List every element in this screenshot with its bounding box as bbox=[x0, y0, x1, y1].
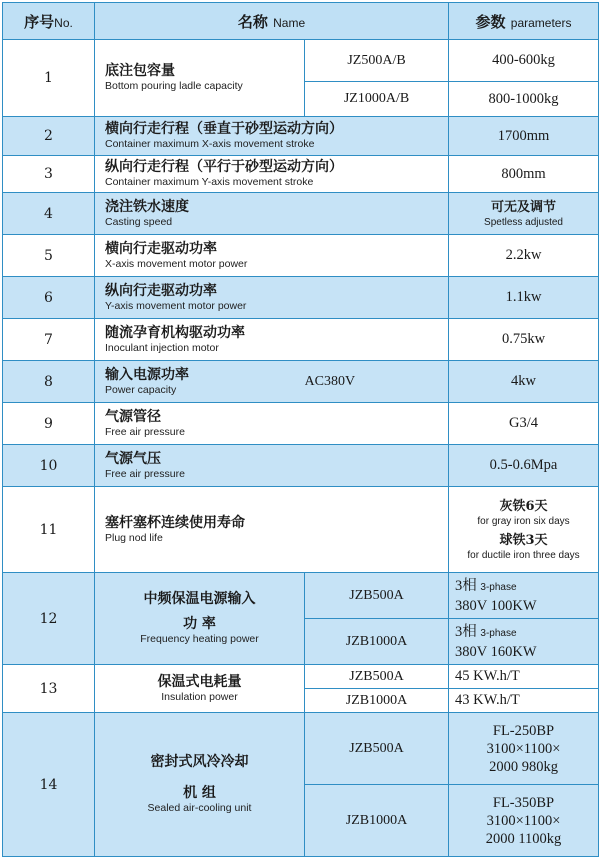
row-number: 11 bbox=[3, 487, 95, 573]
item-name: 纵向行走驱动功率 Y-axis movement motor power bbox=[95, 277, 449, 319]
parameter-value: 灰铁6天 for gray iron six days 球铁3天 for ductile iron three days bbox=[449, 487, 599, 573]
parameter-value: 43 KW.h/T bbox=[449, 689, 599, 713]
parameter-value: 0.5-0.6Mpa bbox=[449, 445, 599, 487]
parameter-value: 3相 3-phase 380V 160KW bbox=[449, 619, 599, 665]
model: JZ500A/B bbox=[305, 40, 449, 82]
row-number: 2 bbox=[3, 117, 95, 156]
table-row bbox=[3, 193, 599, 235]
row-number: 3 bbox=[3, 156, 95, 193]
table-row bbox=[3, 319, 599, 361]
parameter-value: 0.75kw bbox=[449, 319, 599, 361]
parameter-value: FL-350BP 3100×1100× 2000 1100kg bbox=[449, 785, 599, 857]
table-row bbox=[3, 40, 599, 82]
parameter-value: 400-600kg bbox=[449, 40, 599, 82]
table-row bbox=[3, 403, 599, 445]
header-parameters: 参数 parameters bbox=[449, 3, 599, 40]
table-row bbox=[3, 573, 599, 619]
row-number: 4 bbox=[3, 193, 95, 235]
parameter-value: 1.1kw bbox=[449, 277, 599, 319]
row-number: 12 bbox=[3, 573, 95, 665]
table-row bbox=[3, 713, 599, 785]
model: JZB1000A bbox=[305, 785, 449, 857]
row-number: 9 bbox=[3, 403, 95, 445]
table-row bbox=[3, 235, 599, 277]
parameter-value: G3/4 bbox=[449, 403, 599, 445]
parameter-value: 800mm bbox=[449, 156, 599, 193]
parameter-value: 800-1000kg bbox=[449, 82, 599, 117]
row-number: 8 bbox=[3, 361, 95, 403]
table-row bbox=[3, 445, 599, 487]
header-name: 名称 Name bbox=[95, 3, 449, 40]
parameter-value: 4kw bbox=[449, 361, 599, 403]
parameter-value: 1700mm bbox=[449, 117, 599, 156]
table-row bbox=[3, 156, 599, 193]
item-name: 纵向行走行程（平行于砂型运动方向） Container maximum Y-axis movement stroke bbox=[95, 156, 449, 193]
row-number: 6 bbox=[3, 277, 95, 319]
item-name: 横向行走行程（垂直于砂型运动方向） Container maximum X-axis movement stroke bbox=[95, 117, 449, 156]
model: AC380V bbox=[305, 361, 449, 403]
item-name: 浇注铁水速度 Casting speed bbox=[95, 193, 449, 235]
item-name: 气源气压 Free air pressure bbox=[95, 445, 449, 487]
row-number: 7 bbox=[3, 319, 95, 361]
item-name: 密封式风冷冷却 机 组 Sealed air-cooling unit bbox=[95, 713, 305, 857]
table-row bbox=[3, 487, 599, 573]
spec-table bbox=[2, 2, 599, 857]
model: JZB1000A bbox=[305, 689, 449, 713]
row-number: 1 bbox=[3, 40, 95, 117]
item-name: 气源管径 Free air pressure bbox=[95, 403, 449, 445]
parameter-value: 45 KW.h/T bbox=[449, 665, 599, 689]
item-name: 输入电源功率 Power capacity bbox=[95, 361, 305, 403]
table-row bbox=[3, 277, 599, 319]
parameter-value: FL-250BP 3100×1100× 2000 980kg bbox=[449, 713, 599, 785]
model: JZB500A bbox=[305, 665, 449, 689]
item-name: 随流孕育机构驱动功率 Inoculant injection motor bbox=[95, 319, 449, 361]
header-row bbox=[3, 3, 599, 40]
item-name: 中频保温电源输入 功 率 Frequency heating power bbox=[95, 573, 305, 665]
parameter-value: 2.2kw bbox=[449, 235, 599, 277]
parameter-value: 可无及调节 Spetless adjusted bbox=[449, 193, 599, 235]
row-number: 14 bbox=[3, 713, 95, 857]
item-name: 底注包容量 Bottom pouring ladle capacity bbox=[95, 40, 305, 117]
model: JZ1000A/B bbox=[305, 82, 449, 117]
row-number: 5 bbox=[3, 235, 95, 277]
item-name: 塞杆塞杯连续使用寿命 Plug nod life bbox=[95, 487, 449, 573]
model: JZB500A bbox=[305, 713, 449, 785]
item-name: 横向行走驱动功率 X-axis movement motor power bbox=[95, 235, 449, 277]
table-row bbox=[3, 117, 599, 156]
table-row bbox=[3, 665, 599, 689]
row-number: 13 bbox=[3, 665, 95, 713]
header-no: 序号No. bbox=[3, 3, 95, 40]
model: JZB500A bbox=[305, 573, 449, 619]
model: JZB1000A bbox=[305, 619, 449, 665]
parameter-value: 3相 3-phase 380V 100KW bbox=[449, 573, 599, 619]
table-row bbox=[3, 361, 599, 403]
item-name: 保温式电耗量 Insulation power bbox=[95, 665, 305, 713]
row-number: 10 bbox=[3, 445, 95, 487]
